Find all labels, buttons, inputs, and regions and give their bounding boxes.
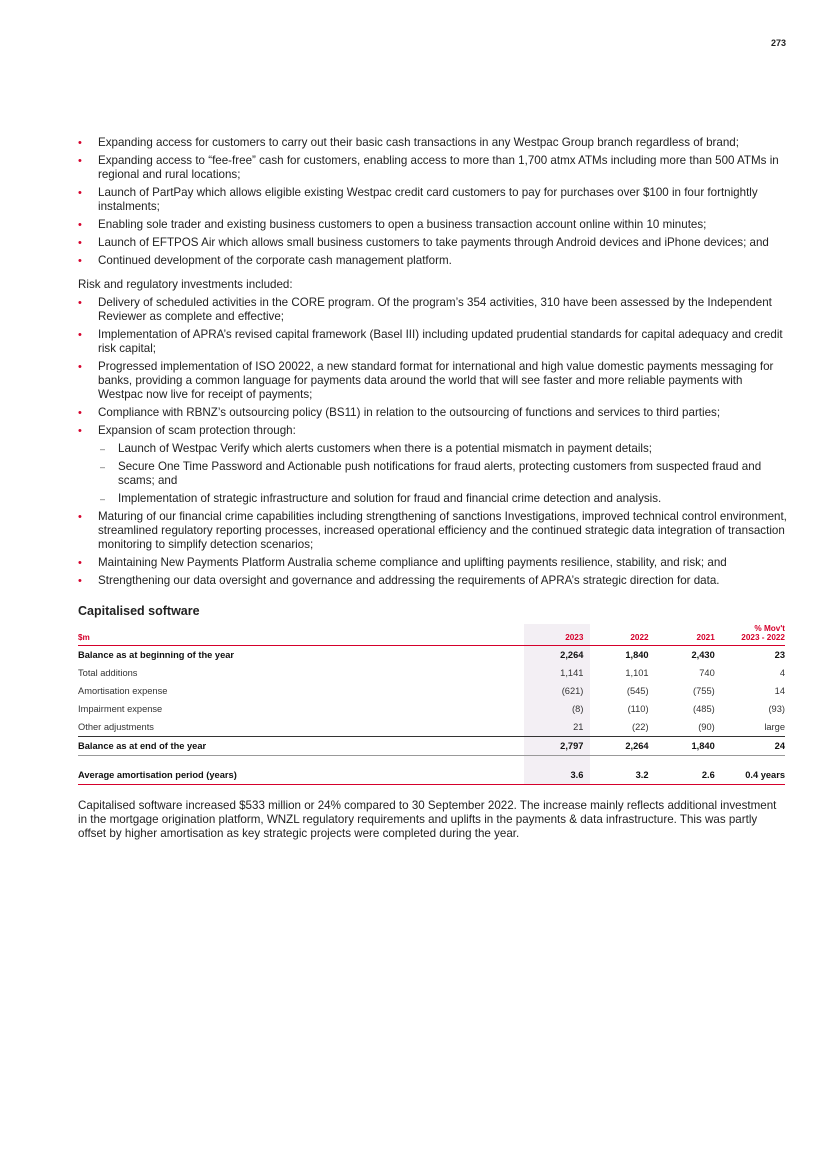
list-item: • Expanding access to “fee-free” cash for customers, enabling access to more than 1,700 atmx ATMs including more than 500 ATMs in regional and rural locations; <box>78 154 788 182</box>
closing-paragraph: Capitalised software increased $533 million or 24% compared to 30 September 2022. The increase mainly reflects additional investment in the mortgage origination platform, WNZL regulatory requirements and uplifts in the payments & data infrastructure. This was partly offset by higher amortisation as key strategic projects were completed during the year. <box>78 799 777 840</box>
cell-value: (485) <box>693 704 715 714</box>
cell-value: 1,840 <box>649 737 715 756</box>
cell-value: (90) <box>698 722 715 732</box>
cell-value: 23 <box>774 650 785 660</box>
cell-value: 2,430 <box>691 650 715 660</box>
cell-value: 21 <box>524 718 590 737</box>
cell-value: (755) <box>693 686 715 696</box>
content <box>78 136 788 841</box>
row-label: Impairment expense <box>78 704 163 714</box>
table-row <box>78 700 785 718</box>
list-item: • Implementation of APRA’s revised capital framework (Basel III) including updated prudential standards for capital adequacy and credit risk capital; <box>78 328 788 356</box>
cell-value: 1,141 <box>524 664 590 682</box>
list-item-text: Expansion of scam protection through: <box>98 424 296 437</box>
list-item: • Maintaining New Payments Platform Australia scheme compliance and uplifting payments resilience, stability, and risk; and <box>78 556 788 570</box>
header-cell: % Mov't 2023 - 2022 <box>715 624 785 646</box>
sub-list-item: – Secure One Time Password and Actionable push notifications for fraud alerts, protecting customers from suspected fraud and scams; and <box>98 460 788 488</box>
cell-value: 24 <box>715 737 785 756</box>
list-item: • Launch of EFTPOS Air which allows small business customers to take payments through Android devices and iPhone devices; and <box>78 236 788 250</box>
list-item: • Expanding access for customers to carry out their basic cash transactions in any Westpac Group branch regardless of brand; <box>78 136 788 150</box>
cell-value: 3.2 <box>590 766 648 785</box>
header-cell: 2022 <box>590 624 648 646</box>
sub-list-item: – Implementation of strategic infrastructure and solution for fraud and financial crime detection and analysis. <box>98 492 788 506</box>
scam-protection-sublist <box>98 442 788 506</box>
cell-value: 1,101 <box>625 668 649 678</box>
risk-investments-list <box>78 296 788 588</box>
table-row <box>78 737 785 756</box>
cell-value: 4 <box>779 668 785 678</box>
cell-value: 740 <box>699 668 715 678</box>
cell-value: 1,840 <box>625 650 649 660</box>
row-label: Balance as at end of the year <box>78 737 524 756</box>
cell-value: 14 <box>774 686 785 696</box>
page-number: 273 <box>770 38 786 48</box>
section-title: Capitalised software <box>78 604 200 618</box>
cell-value: (545) <box>626 686 649 696</box>
header-cell: 2021 <box>649 624 715 646</box>
cell-value: 2,264 <box>590 737 648 756</box>
list-item: • Continued development of the corporate cash management platform. <box>78 254 788 268</box>
list-item: • Maturing of our financial crime capabilities including strengthening of sanctions Investigations, improved technical control environment, streamlined regulatory reporting processes, increased operational efficiency and the continued strategic data integration of transaction monitoring to simplify detection scenarios; <box>78 510 788 552</box>
header-cell: 2023 <box>524 624 590 646</box>
customer-initiatives-list <box>78 136 788 268</box>
table-row <box>78 718 785 737</box>
cell-value: 2.6 <box>649 766 715 785</box>
row-label: Amortisation expense <box>78 686 168 696</box>
table-row <box>78 664 785 682</box>
row-label: Other adjustments <box>78 722 154 732</box>
list-item: • Launch of PartPay which allows eligible existing Westpac credit card customers to pay for purchases over $100 in four fortnightly instalments; <box>78 186 788 214</box>
risk-intro: Risk and regulatory investments included: <box>78 278 293 291</box>
cell-value: (8) <box>524 700 590 718</box>
list-item: • Strengthening our data oversight and governance and addressing the requirements of APRA’s strategic direction for data. <box>78 574 788 588</box>
row-label: Average amortisation period (years) <box>78 766 524 785</box>
list-item: • Progressed implementation of ISO 20022, a new standard format for international and high value domestic payments messaging for banks, providing a common language for payments data around the world that will see faster and more reliable payments with Westpac now live for receipt of payments; <box>78 360 788 402</box>
sub-list-item: – Launch of Westpac Verify which alerts customers when there is a potential mismatch in payment details; <box>98 442 788 456</box>
cell-value: large <box>764 722 785 732</box>
cell-value: 2,797 <box>524 737 590 756</box>
cell-value: 3.6 <box>524 766 590 785</box>
list-item: • Delivery of scheduled activities in the CORE program. Of the program’s 354 activities, 310 have been assessed by the Independent Reviewer as complete and effective; <box>78 296 788 324</box>
list-item: • Enabling sole trader and existing business customers to open a business transaction account online within 10 minutes; <box>78 218 788 232</box>
cell-value: 0.4 years <box>715 766 785 785</box>
row-label: Total additions <box>78 668 138 678</box>
table-row <box>78 766 785 785</box>
list-item <box>78 424 788 506</box>
table-row <box>78 682 785 700</box>
row-label: Balance as at beginning of the year <box>78 650 235 660</box>
cell-value: (621) <box>524 682 590 700</box>
cell-value: (93) <box>768 704 785 714</box>
cell-value: (110) <box>627 704 649 714</box>
list-item: • Compliance with RBNZ’s outsourcing policy (BS11) in relation to the outsourcing of functions and services to third parties; <box>78 406 788 420</box>
spacer-row <box>78 756 785 767</box>
cell-value: 2,264 <box>524 646 590 665</box>
capitalised-software-table <box>78 624 785 785</box>
cell-value: (22) <box>632 722 649 732</box>
table-header-row <box>78 624 785 646</box>
table-row <box>78 646 785 665</box>
header-cell: $m <box>78 624 524 646</box>
